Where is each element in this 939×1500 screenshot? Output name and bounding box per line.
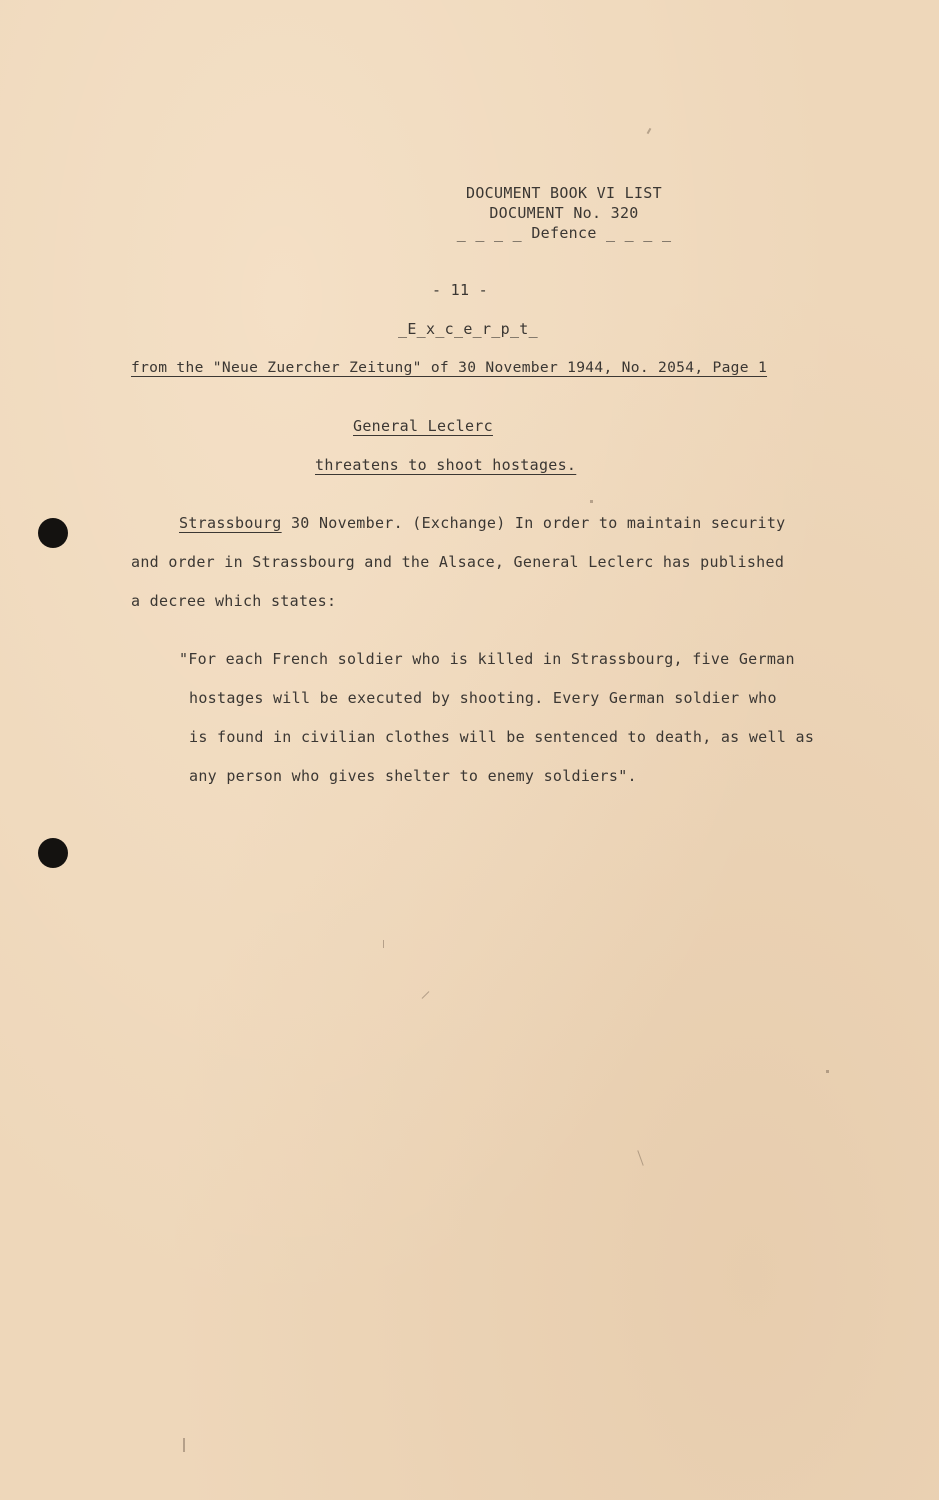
quote-line-2: hostages will be executed by shooting. Every German soldier who xyxy=(189,689,777,707)
quote-line-1: "For each French soldier who is killed in Strassbourg, five German xyxy=(179,650,795,668)
body-line-1 xyxy=(179,514,786,532)
quote-line-4: any person who gives shelter to enemy soldiers". xyxy=(189,767,637,785)
body-line-1-text: 30 November. (Exchange) In order to maintain security xyxy=(281,514,786,532)
page-number: - 11 - xyxy=(432,281,488,299)
source-line: from the "Neue Zuercher Zeitung" of 30 November 1944, No. 2054, Page 1 xyxy=(131,359,768,376)
header-line-2: DOCUMENT No. 320 xyxy=(489,204,639,222)
quote-line-3: is found in civilian clothes will be sentenced to death, as well as xyxy=(189,728,815,746)
header-line-3: _ _ _ _ Defence _ _ _ _ xyxy=(456,224,672,242)
dateline: Strassbourg xyxy=(179,514,282,532)
paper-speck xyxy=(590,500,593,503)
body-line-3: a decree which states: xyxy=(131,592,337,610)
body-line-2: and order in Strassbourg and the Alsace, General Leclerc has published xyxy=(131,553,785,571)
paper-speck xyxy=(422,991,430,999)
header-line-1: DOCUMENT BOOK VI LIST xyxy=(466,184,662,202)
paper-speck xyxy=(383,940,384,948)
punch-hole-bottom xyxy=(38,838,68,868)
paper-speck xyxy=(637,1150,643,1165)
paper-speck xyxy=(826,1070,829,1073)
paper-speck xyxy=(183,1438,185,1452)
punch-hole-top xyxy=(38,518,68,548)
headline-line-2: threatens to shoot hostages. xyxy=(315,456,577,474)
paper-speck xyxy=(647,128,652,134)
excerpt-title: _E_x_c_e_r_p_t_ xyxy=(398,320,538,338)
headline-line-1: General Leclerc xyxy=(353,417,493,435)
